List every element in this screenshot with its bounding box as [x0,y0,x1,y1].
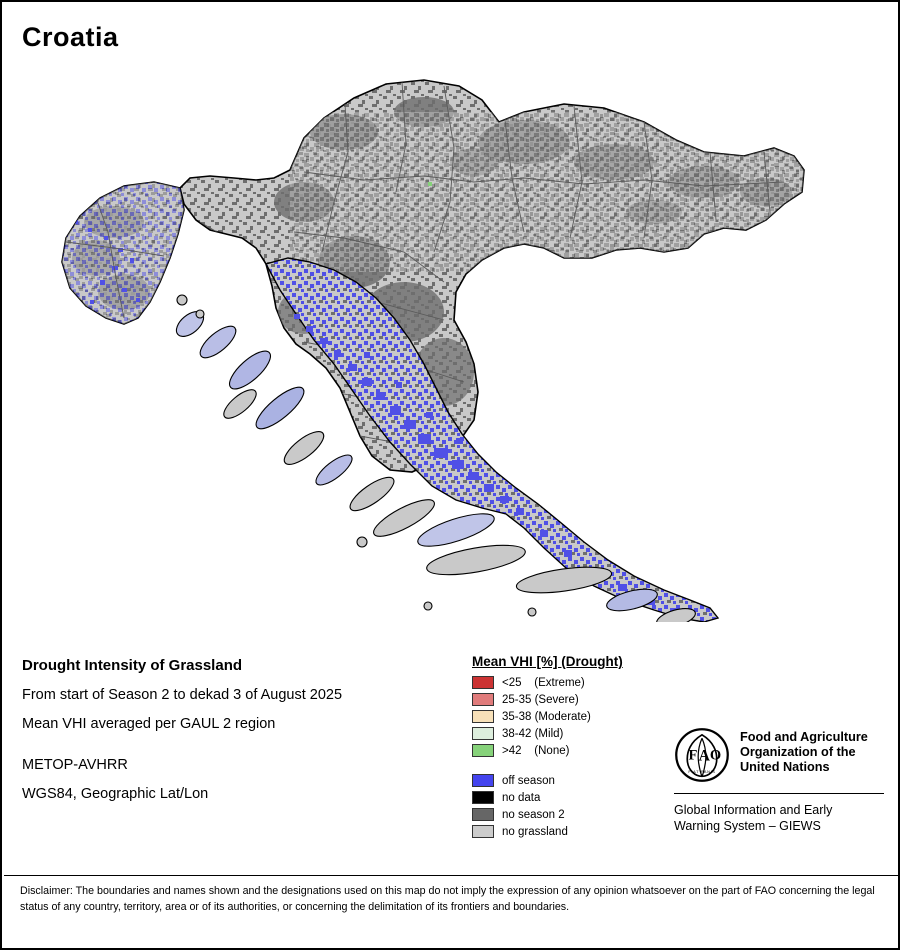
legend-swatch-mild [472,727,494,740]
page-title: Croatia [22,22,119,52]
fao-logo-icon [674,727,730,783]
svg-text:FIAT PANIS: FIAT PANIS [688,768,716,774]
info-period: From start of Season 2 to dekad 3 of August 2025 [22,687,343,703]
legend-item-moderate [472,708,672,725]
fao-top-row [674,727,884,783]
fao-name-line-2: Organization of the [740,744,856,759]
legend-label-extreme: <25 (Extreme) [502,676,585,689]
disclaimer-text: Disclaimer: The boundaries and names shown and the designations used on this map do not imply the expression of any opinion whatsoever on the part of FAO concerning the legal status of any country, territory, area or of its authorities, or concerning the delimitation of its frontiers and boundaries. [20,885,875,913]
croatia-map-svg[interactable] [4,52,898,622]
legend-item-no-data [472,789,672,806]
info-spacer [22,745,462,757]
legend-label-none: >42 (None) [502,744,570,757]
legend-item-severe [472,691,672,708]
legend-swatch-off-season [472,774,494,787]
info-heading: Drought Intensity of Grassland [22,657,243,674]
legend-label-no-data: no data [502,791,541,804]
svg-text:A: A [698,747,710,765]
legend-swatch-moderate [472,710,494,723]
giews-name [674,802,884,835]
legend-swatch-no-data [472,791,494,804]
map-legend [472,654,672,840]
legend-title: Mean VHI [%] (Drought) [472,654,623,669]
legend-swatch-no-grassland [472,825,494,838]
fao-name-line-1: Food and Agriculture [740,730,868,744]
giews-line-2: Warning System – GIEWS [674,819,821,834]
fao-divider [674,793,884,794]
legend-label-no-season2: no season 2 [502,808,565,821]
svg-text:F: F [688,747,698,764]
info-sensor: METOP-AVHRR [22,757,128,773]
legend-item-none [472,742,672,759]
legend-swatch-no-season2 [472,808,494,821]
legend-item-no-grassland [472,823,672,840]
legend-label-severe: 25-35 (Severe) [502,693,579,706]
map-info-block [22,657,462,815]
legend-label-no-grassland: no grassland [502,825,568,838]
legend-spacer [472,759,672,772]
info-projection: WGS84, Geographic Lat/Lon [22,786,209,802]
legend-swatch-severe [472,693,494,706]
legend-item-off-season [472,772,672,789]
giews-line-1: Global Information and Early [674,803,833,817]
legend-label-off-season: off season [502,774,555,787]
legend-item-extreme [472,674,672,691]
legend-swatch-none [472,744,494,757]
svg-text:O: O [709,747,722,764]
fao-name [740,727,868,775]
map-canvas[interactable] [4,52,898,622]
legend-label-moderate: 35-38 (Moderate) [502,710,591,723]
legend-item-mild [472,725,672,742]
none-class-pixel [428,182,432,186]
fao-name-line-3: United Nations [740,759,830,774]
fao-branding [674,727,884,835]
legend-label-mild: 38-42 (Mild) [502,727,564,740]
legend-swatch-extreme [472,676,494,689]
istria-patches [62,182,192,332]
istria-region [62,182,192,332]
info-aggregation: Mean VHI averaged per GAUL 2 region [22,716,276,732]
legend-item-no-season2 [472,806,672,823]
disclaimer-divider [4,875,898,876]
